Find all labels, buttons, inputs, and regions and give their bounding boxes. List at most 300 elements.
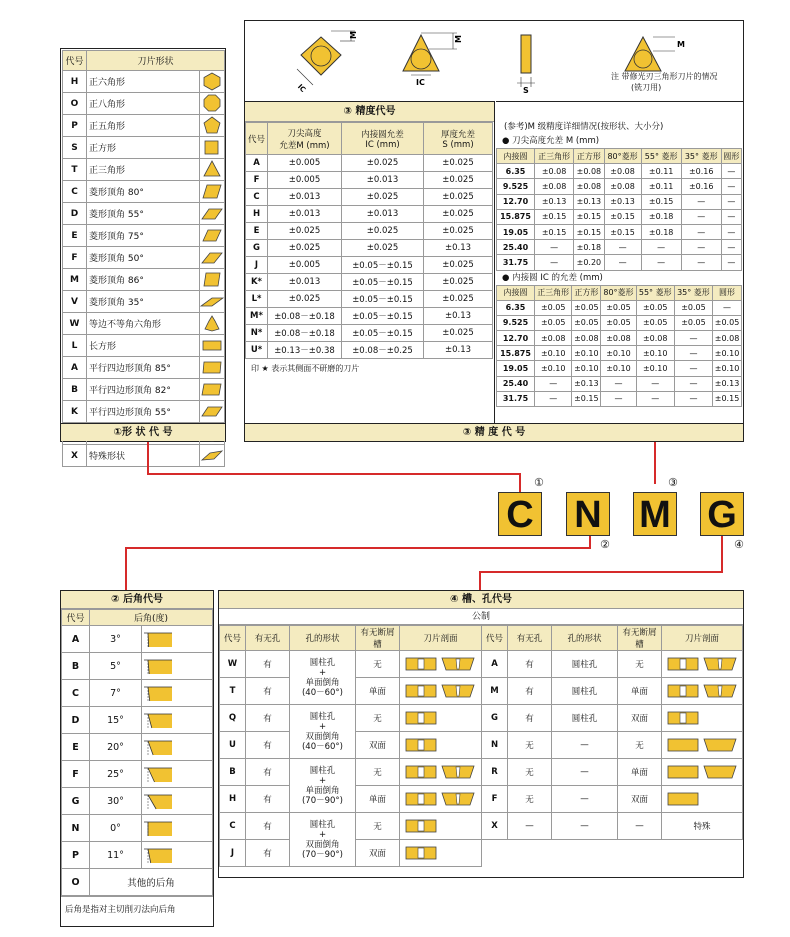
shape-code: C <box>63 181 87 203</box>
m-tol-col-header: 80°菱形 <box>604 149 641 164</box>
ic-tol-cell: ±0.05 <box>636 315 674 330</box>
shape-name: 正八角形 <box>87 93 200 115</box>
accuracy-s: ±0.025 <box>424 172 493 189</box>
accuracy-code: J <box>246 257 268 274</box>
accuracy-s: ±0.025 <box>424 325 493 342</box>
acc-head-m: 刀尖高度 允差M (mm) <box>268 123 342 155</box>
ic-tol-size: 12.70 <box>497 331 535 346</box>
accuracy-s: ±0.13 <box>424 308 493 325</box>
ic-tol-cell: ±0.08 <box>601 331 636 346</box>
accuracy-code: K* <box>246 274 268 291</box>
m-tol-cell: — <box>721 179 741 194</box>
groove-chip: 双面 <box>356 840 400 867</box>
ic-label-1: IC <box>295 82 308 94</box>
shape-code: B <box>63 379 87 401</box>
m-tol-cell: — <box>641 240 681 255</box>
ic-tol-cell: — <box>674 331 712 346</box>
groove-code: B <box>220 759 246 786</box>
relief-code: P <box>62 842 90 869</box>
ic-tol-cell: — <box>601 376 636 391</box>
ic-tol-cell: — <box>713 300 742 315</box>
groove-table <box>219 625 743 867</box>
t-section-icon <box>400 786 482 813</box>
q-section-icon <box>662 705 743 732</box>
m-tol-cell: ±0.15 <box>574 224 604 239</box>
grv-h-code-r: 代号 <box>482 626 508 651</box>
relief-angle: 5° <box>90 653 142 680</box>
groove-chip: 单面 <box>356 678 400 705</box>
groove-hole-shape: 圆柱孔 <box>552 705 618 732</box>
ic-tol-cell: — <box>535 391 572 406</box>
m-tol-cell: — <box>721 164 741 179</box>
groove-hole-shape: 圆柱孔 + 单面倒角 (40－60°) <box>290 651 356 705</box>
groove-code: U <box>220 732 246 759</box>
accuracy-ic: ±0.025 <box>342 240 424 257</box>
accuracy-ic: ±0.025 <box>342 155 424 172</box>
relief-angle-icon <box>142 680 213 707</box>
m-tol-cell: — <box>721 194 741 209</box>
m-tol-cell: ±0.18 <box>641 209 681 224</box>
code-mark-2: ② <box>600 538 610 551</box>
accuracy-m: ±0.025 <box>268 240 342 257</box>
grv-h-sec-l: 刀片剖面 <box>400 626 482 651</box>
relief-row <box>62 653 213 680</box>
relief-panel <box>60 590 214 927</box>
groove-row <box>220 813 743 840</box>
ic-tol-cell: ±0.05 <box>535 300 572 315</box>
groove-chip: 无 <box>356 813 400 840</box>
ic-tol-cell: ±0.10 <box>572 361 601 376</box>
grv-h-hole-r: 有无孔 <box>508 626 552 651</box>
m-tol-col-header: 正三角形 <box>535 149 574 164</box>
code-mark-4: ④ <box>734 538 744 551</box>
relief-title: ② 后角代号 <box>61 591 213 609</box>
shape-name: 菱形顶角 55° <box>87 203 200 225</box>
groove-panel <box>218 590 744 878</box>
m-tol-cell: ±0.15 <box>641 194 681 209</box>
m-tol-cell: ±0.16 <box>681 179 721 194</box>
groove-chip: 无 <box>618 732 662 759</box>
ic-tol-cell: ±0.10 <box>636 361 674 376</box>
shape-name: 平行四边形顶角 55° <box>87 401 200 423</box>
code-mark-3: ③ <box>668 476 678 489</box>
groove-chip: — <box>618 813 662 840</box>
shape-name: 正六角形 <box>87 71 200 93</box>
grv-h-chip-r: 有无断屑槽 <box>618 626 662 651</box>
accuracy-code: G <box>246 240 268 257</box>
m-tol-cell: ±0.15 <box>535 209 574 224</box>
relief-angle: 15° <box>90 707 142 734</box>
groove-hole: 无 <box>508 759 552 786</box>
ic-tol-cell: — <box>636 376 674 391</box>
groove-hole-shape: — <box>552 786 618 813</box>
m-tol-size: 6.35 <box>497 164 535 179</box>
grv-h-hole-l: 有无孔 <box>246 626 290 651</box>
m-tol-col-header: 55° 菱形 <box>641 149 681 164</box>
relief-code: E <box>62 734 90 761</box>
accuracy-code: L* <box>246 291 268 308</box>
relief-angle-icon <box>142 815 213 842</box>
m-tol-cell: ±0.08 <box>604 164 641 179</box>
accuracy-s: ±0.025 <box>424 291 493 308</box>
ic-tol-cell: ±0.05 <box>572 315 601 330</box>
accuracy-title: ③ 精度代号 <box>245 102 494 122</box>
ic-tol-cell: — <box>674 361 712 376</box>
relief-row <box>62 761 213 788</box>
relief-angle: 20° <box>90 734 142 761</box>
accuracy-s: ±0.13 <box>424 240 493 257</box>
m-label-2: M <box>454 35 463 43</box>
shape-name: 正方形 <box>87 137 200 159</box>
shape-name: 菱形顶角 86° <box>87 269 200 291</box>
m-tol-size: 12.70 <box>497 194 535 209</box>
m-tol-col-header: 圆形 <box>721 149 741 164</box>
grv-h-code-l: 代号 <box>220 626 246 651</box>
m-label-3: M <box>677 40 685 49</box>
m-tol-cell: ±0.13 <box>574 194 604 209</box>
ic-tol-cell: ±0.05 <box>601 315 636 330</box>
shape-code: M <box>63 269 87 291</box>
m-tol-cell: ±0.13 <box>604 194 641 209</box>
accuracy-s: ±0.025 <box>424 189 493 206</box>
ic-tol-cell: ±0.10 <box>535 346 572 361</box>
m-tol-cell: — <box>604 255 641 270</box>
relief-row <box>62 788 213 815</box>
groove-row <box>220 651 743 678</box>
groove-code: W <box>220 651 246 678</box>
shape-code: E <box>63 225 87 247</box>
acc-head-s: 厚度允差 S (mm) <box>424 123 493 155</box>
t-section-icon <box>400 678 482 705</box>
accuracy-code: M* <box>246 308 268 325</box>
ic-tol-size: 19.05 <box>497 361 535 376</box>
relief-angle-icon <box>142 761 213 788</box>
accuracy-m: ±0.025 <box>268 223 342 240</box>
shape-code: T <box>63 159 87 181</box>
m-tol-cell: ±0.15 <box>604 209 641 224</box>
relief-code: C <box>62 680 90 707</box>
relief-angle: 0° <box>90 815 142 842</box>
f-section-icon <box>662 786 743 813</box>
ic-tol-size: 15.875 <box>497 346 535 361</box>
m-tol-cell: — <box>535 240 574 255</box>
grv-h-shape-l: 孔的形状 <box>290 626 356 651</box>
groove-hole: 有 <box>246 786 290 813</box>
m-label-1: M <box>349 31 358 39</box>
m-tol-cell: — <box>721 240 741 255</box>
relief-row <box>62 842 213 869</box>
ic-tol-cell: ±0.10 <box>601 361 636 376</box>
ic-tol-cell: — <box>601 391 636 406</box>
ic-tol-size: 9.525 <box>497 315 535 330</box>
accuracy-code: H <box>246 206 268 223</box>
shape-name: 菱形顶角 35° <box>87 291 200 313</box>
groove-hole: — <box>508 813 552 840</box>
ic-tol-size: 6.35 <box>497 300 535 315</box>
accuracy-s: ±0.025 <box>424 223 493 240</box>
m-tol-cell: — <box>641 255 681 270</box>
shape-code: F <box>63 247 87 269</box>
groove-hole: 无 <box>508 786 552 813</box>
m-tol-cell: — <box>681 224 721 239</box>
m-tol-cell: ±0.15 <box>574 209 604 224</box>
ic-tol-cell: — <box>636 391 674 406</box>
relief-angle: 7° <box>90 680 142 707</box>
groove-hole: 有 <box>508 678 552 705</box>
groove-row <box>220 759 743 786</box>
accuracy-s: ±0.13 <box>424 342 493 359</box>
ic-tol-cell: ±0.08 <box>713 331 742 346</box>
groove-code: N <box>482 732 508 759</box>
m-tol-cell: — <box>535 255 574 270</box>
ic-tol-cell: ±0.15 <box>713 391 742 406</box>
ic-tol-col-header: 35° 菱形 <box>674 285 712 300</box>
ic-tol-cell: ±0.10 <box>636 346 674 361</box>
shape-name: 正五角形 <box>87 115 200 137</box>
accuracy-m: ±0.08－±0.18 <box>268 308 342 325</box>
shape-code: H <box>63 71 87 93</box>
relief-angle-icon <box>142 734 213 761</box>
relief-code: F <box>62 761 90 788</box>
relief-row <box>62 707 213 734</box>
m-tol-col-header: 内接圆 <box>497 149 535 164</box>
relief-angle-icon <box>142 842 213 869</box>
groove-code: R <box>482 759 508 786</box>
ic-tol-col-header: 正三角形 <box>535 285 572 300</box>
accuracy-code: A <box>246 155 268 172</box>
ic-tol-cell: ±0.05 <box>674 315 712 330</box>
relief-angle-icon <box>142 626 213 653</box>
ic-tol-cell: ±0.08 <box>636 331 674 346</box>
groove-chip: 无 <box>356 705 400 732</box>
accuracy-s: ±0.025 <box>424 155 493 172</box>
shape-code: D <box>63 203 87 225</box>
m-tol-cell: ±0.11 <box>641 179 681 194</box>
code-letter-relief: N <box>566 492 610 536</box>
relief-code: A <box>62 626 90 653</box>
relief-code: B <box>62 653 90 680</box>
groove-hole-shape: 圆柱孔 <box>552 678 618 705</box>
ic-tol-cell: ±0.13 <box>572 376 601 391</box>
groove-chip: 双面 <box>618 786 662 813</box>
accuracy-ic: ±0.013 <box>342 206 424 223</box>
shape-name: 菱形顶角 75° <box>87 225 200 247</box>
shape-name: 正三角形 <box>87 159 200 181</box>
grv-h-sec-r: 刀片剖面 <box>662 626 743 651</box>
grv-h-chip-l: 有无断屑槽 <box>356 626 400 651</box>
groove-hole: 有 <box>246 732 290 759</box>
groove-empty <box>482 840 743 867</box>
ic-tol-cell: ±0.10 <box>713 361 742 376</box>
groove-hole: 有 <box>246 678 290 705</box>
groove-code: F <box>482 786 508 813</box>
ic-tol-cell: ±0.13 <box>713 376 742 391</box>
groove-chip: 双面 <box>618 705 662 732</box>
accuracy-code: N* <box>246 325 268 342</box>
accuracy-ic: ±0.05－±0.15 <box>342 257 424 274</box>
code-letter-shape: C <box>498 492 542 536</box>
groove-code: X <box>482 813 508 840</box>
groove-row <box>220 705 743 732</box>
code-letter-groove: G <box>700 492 744 536</box>
ic-tol-cell: ±0.05 <box>674 300 712 315</box>
groove-hole-shape: 圆柱孔 + 双面倒角 (70－90°) <box>290 813 356 867</box>
accuracy-ic: ±0.05－±0.15 <box>342 291 424 308</box>
m-tol-cell: — <box>681 209 721 224</box>
accuracy-s: ±0.025 <box>424 274 493 291</box>
accuracy-note: 印 ★ 表示其侧面不研磨的刀片 <box>251 364 360 373</box>
groove-hole: 有 <box>246 651 290 678</box>
accuracy-m: ±0.013 <box>268 189 342 206</box>
accuracy-m: ±0.025 <box>268 291 342 308</box>
m-tol-cell: — <box>681 194 721 209</box>
groove-hole-shape: 圆柱孔 + 双面倒角 (40－60°) <box>290 705 356 759</box>
accuracy-ic: ±0.08－±0.25 <box>342 342 424 359</box>
m-tol-cell: — <box>604 240 641 255</box>
relief-code: G <box>62 788 90 815</box>
shape-code: A <box>63 357 87 379</box>
m-tol-size: 31.75 <box>497 255 535 270</box>
groove-code: M <box>482 678 508 705</box>
wiper-note-line2: (铣刀用) <box>631 83 662 92</box>
m-tol-cell: ±0.16 <box>681 164 721 179</box>
accuracy-m: ±0.08－±0.18 <box>268 325 342 342</box>
ic-tol-cell: — <box>674 391 712 406</box>
relief-angle: 11° <box>90 842 142 869</box>
m-tol-size: 25.40 <box>497 240 535 255</box>
ic-tol-col-header: 正方形 <box>572 285 601 300</box>
ic-tol-cell: ±0.10 <box>535 361 572 376</box>
m-detail-sub-m: ● 刀尖高度允差 M (mm) <box>502 136 600 146</box>
m-tol-cell: ±0.11 <box>641 164 681 179</box>
relief-table <box>61 609 213 896</box>
shape-code: K <box>63 401 87 423</box>
accuracy-ic: ±0.013 <box>342 172 424 189</box>
relief-row <box>62 626 213 653</box>
relief-row <box>62 734 213 761</box>
relief-other-angle: 其他的后角 <box>90 869 213 896</box>
m-tol-col-header: 35° 菱形 <box>681 149 721 164</box>
t-section-icon <box>662 678 743 705</box>
relief-angle: 30° <box>90 788 142 815</box>
s-label: S <box>523 86 529 95</box>
m-tol-cell: ±0.13 <box>535 194 574 209</box>
groove-hole: 有 <box>246 759 290 786</box>
relief-angle-icon <box>142 653 213 680</box>
ic-label-2: IC <box>416 78 425 87</box>
shape-header-name: 刀片形状 <box>87 51 225 71</box>
wiper-note-line1: 注 带修光刃三角形刀片的情况 <box>611 72 718 81</box>
ic-tol-cell: ±0.15 <box>572 391 601 406</box>
m-tol-size: 19.05 <box>497 224 535 239</box>
m-tol-cell: ±0.18 <box>641 224 681 239</box>
groove-special: 特殊 <box>662 813 743 840</box>
accuracy-m: ±0.013 <box>268 206 342 223</box>
acc-head-code: 代号 <box>246 123 268 155</box>
n-section-icon <box>662 732 743 759</box>
shape-name: 菱形顶角 80° <box>87 181 200 203</box>
relief-angle: 25° <box>90 761 142 788</box>
ic-tol-cell: ±0.10 <box>601 346 636 361</box>
ic-tol-cell: — <box>674 376 712 391</box>
shape-code: S <box>63 137 87 159</box>
m-tol-cell: — <box>721 255 741 270</box>
m-tol-cell: — <box>721 209 741 224</box>
ic-tol-cell: ±0.05 <box>601 300 636 315</box>
shape-code: O <box>63 93 87 115</box>
u-section-icon <box>400 732 482 759</box>
ic-tol-cell: ±0.08 <box>535 331 572 346</box>
shape-code: L <box>63 335 87 357</box>
ic-tol-cell: ±0.05 <box>636 300 674 315</box>
w-section-icon <box>400 759 482 786</box>
accuracy-ic: ±0.025 <box>342 223 424 240</box>
accuracy-m: ±0.13－±0.38 <box>268 342 342 359</box>
groove-code: C <box>220 813 246 840</box>
groove-chip: 无 <box>356 759 400 786</box>
m-detail-sub-ic: ● 内接圆 IC 的允差 (mm) <box>502 272 603 283</box>
accuracy-s: ±0.025 <box>424 206 493 223</box>
groove-hole: 有 <box>508 651 552 678</box>
u-section-icon <box>400 840 482 867</box>
accuracy-code: U* <box>246 342 268 359</box>
grv-h-shape-r: 孔的形状 <box>552 626 618 651</box>
groove-title: ④ 槽、孔代号 <box>219 591 743 609</box>
code-letter-accuracy: M <box>633 492 677 536</box>
w-section-icon <box>662 651 743 678</box>
relief-row <box>62 815 213 842</box>
ic-tol-cell: — <box>535 376 572 391</box>
groove-hole: 有 <box>246 705 290 732</box>
relief-header-angle: 后角(度) <box>90 610 213 626</box>
groove-chip: 无 <box>618 651 662 678</box>
ic-tol-size: 25.40 <box>497 376 535 391</box>
shape-name: 菱形顶角 50° <box>87 247 200 269</box>
ic-tol-col-header: 内接圆 <box>497 285 535 300</box>
relief-code: D <box>62 707 90 734</box>
m-tol-cell: ±0.08 <box>574 164 604 179</box>
m-tol-cell: ±0.15 <box>604 224 641 239</box>
m-tol-cell: — <box>721 224 741 239</box>
ic-tol-size: 31.75 <box>497 391 535 406</box>
groove-hole: 有 <box>246 813 290 840</box>
q-section-icon <box>400 813 482 840</box>
accuracy-s: ±0.025 <box>424 257 493 274</box>
m-tol-size: 15.875 <box>497 209 535 224</box>
ic-tol-col-header: 圆形 <box>713 285 742 300</box>
shape-name: 等边不等角六角形 <box>87 313 200 335</box>
shape-header-code: 代号 <box>63 51 87 71</box>
shape-name: 平行四边形顶角 82° <box>87 379 200 401</box>
shape-name: 平行四边形顶角 85° <box>87 357 200 379</box>
groove-code: G <box>482 705 508 732</box>
m-tol-size: 9.525 <box>497 179 535 194</box>
relief-row <box>62 680 213 707</box>
shape-code: W <box>63 313 87 335</box>
groove-hole-shape: — <box>552 732 618 759</box>
groove-hole: 有 <box>508 705 552 732</box>
accuracy-footer: ③ 精 度 代 号 <box>245 423 743 441</box>
groove-hole-shape: 圆柱孔 + 单面倒角 (70－90°) <box>290 759 356 813</box>
m-tol-cell: ±0.08 <box>535 179 574 194</box>
groove-hole-shape: — <box>552 759 618 786</box>
groove-sub: 公制 <box>219 609 743 625</box>
relief-angle-icon <box>142 788 213 815</box>
groove-code: H <box>220 786 246 813</box>
ic-tol-cell: ±0.05 <box>572 300 601 315</box>
accuracy-code: F <box>246 172 268 189</box>
m-tol-cell: ±0.15 <box>535 224 574 239</box>
